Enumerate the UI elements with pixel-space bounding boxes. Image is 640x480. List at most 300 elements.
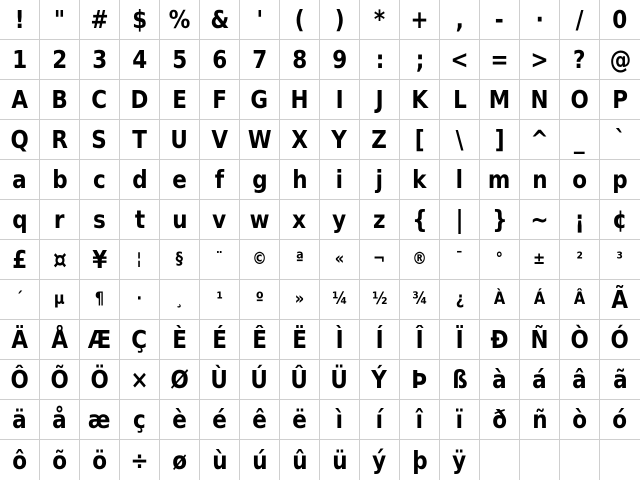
glyph-cell[interactable] <box>480 440 520 480</box>
glyph-cell[interactable] <box>0 360 40 400</box>
glyph-cell[interactable] <box>120 200 160 240</box>
glyph-cell[interactable] <box>120 160 160 200</box>
glyph-cell[interactable] <box>280 320 320 360</box>
glyph-cell[interactable] <box>120 440 160 480</box>
glyph-cell[interactable] <box>160 320 200 360</box>
glyph-cell[interactable] <box>560 0 600 40</box>
glyph-character: D <box>130 85 149 114</box>
glyph-character: C <box>91 85 108 114</box>
glyph-cell[interactable] <box>480 360 520 400</box>
glyph-cell[interactable] <box>400 80 440 120</box>
glyph-cell[interactable] <box>480 120 520 160</box>
glyph-character: Ð <box>490 325 509 354</box>
glyph-character: X <box>291 125 308 154</box>
glyph-cell[interactable] <box>0 120 40 160</box>
glyph-cell[interactable] <box>600 320 640 360</box>
glyph-character: É <box>212 325 227 354</box>
glyph-cell[interactable] <box>80 440 120 480</box>
glyph-cell[interactable] <box>400 240 440 280</box>
glyph-cell[interactable] <box>320 80 360 120</box>
glyph-cell[interactable] <box>0 240 40 280</box>
glyph-cell[interactable] <box>0 160 40 200</box>
glyph-cell[interactable] <box>240 160 280 200</box>
glyph-cell[interactable] <box>280 40 320 80</box>
glyph-character: g <box>251 165 268 194</box>
glyph-character: W <box>247 125 272 154</box>
glyph-cell[interactable] <box>0 0 40 40</box>
glyph-character: [ <box>414 125 425 154</box>
glyph-cell[interactable] <box>600 40 640 80</box>
glyph-cell[interactable] <box>40 320 80 360</box>
glyph-cell[interactable] <box>200 320 240 360</box>
glyph-character: ¢ <box>612 205 628 234</box>
glyph-cell[interactable] <box>160 40 200 80</box>
glyph-cell[interactable] <box>600 200 640 240</box>
glyph-cell[interactable] <box>400 120 440 160</box>
glyph-cell[interactable] <box>40 120 80 160</box>
glyph-character: ÿ <box>452 445 467 475</box>
glyph-cell[interactable] <box>560 120 600 160</box>
glyph-character: j <box>375 165 384 194</box>
glyph-character: ¾ <box>411 289 428 309</box>
glyph-cell[interactable] <box>240 200 280 240</box>
glyph-cell[interactable] <box>280 360 320 400</box>
glyph-cell[interactable] <box>160 120 200 160</box>
glyph-cell[interactable] <box>240 240 280 280</box>
glyph-cell[interactable] <box>360 360 400 400</box>
glyph-character: t <box>134 205 145 234</box>
glyph-cell[interactable] <box>280 0 320 40</box>
glyph-cell[interactable] <box>120 280 160 320</box>
glyph-cell[interactable] <box>520 40 560 80</box>
glyph-cell[interactable] <box>360 200 400 240</box>
glyph-character: 2 <box>52 45 67 74</box>
glyph-character: ï <box>455 405 464 434</box>
glyph-cell[interactable] <box>80 80 120 120</box>
glyph-cell[interactable] <box>520 120 560 160</box>
glyph-cell[interactable] <box>320 280 360 320</box>
glyph-cell[interactable] <box>600 120 640 160</box>
glyph-cell[interactable] <box>440 200 480 240</box>
glyph-character: é <box>212 405 227 434</box>
glyph-character: % <box>168 5 191 34</box>
glyph-cell[interactable] <box>120 320 160 360</box>
glyph-cell[interactable] <box>40 40 80 80</box>
glyph-cell[interactable] <box>400 360 440 400</box>
glyph-cell[interactable] <box>120 360 160 400</box>
glyph-cell[interactable] <box>0 400 40 440</box>
glyph-cell[interactable] <box>400 400 440 440</box>
glyph-character: Ã <box>611 285 629 314</box>
glyph-character: Î <box>415 325 424 354</box>
glyph-character: z <box>373 205 386 234</box>
glyph-cell[interactable] <box>40 160 80 200</box>
glyph-cell[interactable] <box>440 280 480 320</box>
glyph-cell[interactable] <box>360 280 400 320</box>
glyph-character: Ö <box>90 365 109 394</box>
glyph-character: ö <box>92 445 107 475</box>
glyph-cell[interactable] <box>120 80 160 120</box>
glyph-cell[interactable] <box>80 120 120 160</box>
glyph-cell[interactable] <box>400 40 440 80</box>
glyph-cell[interactable] <box>240 120 280 160</box>
glyph-cell[interactable] <box>480 400 520 440</box>
glyph-character: } <box>491 205 508 234</box>
glyph-character: E <box>172 85 187 114</box>
glyph-character: ß <box>451 365 468 394</box>
glyph-character: ³ <box>616 249 624 269</box>
glyph-cell[interactable] <box>320 400 360 440</box>
glyph-character: p <box>612 165 628 194</box>
glyph-cell[interactable] <box>320 160 360 200</box>
glyph-character: M <box>488 85 511 114</box>
glyph-cell[interactable] <box>360 440 400 480</box>
glyph-character: ì <box>335 405 344 434</box>
glyph-character: ô <box>12 445 27 475</box>
glyph-cell[interactable] <box>320 240 360 280</box>
glyph-cell[interactable] <box>560 440 600 480</box>
glyph-character: e <box>172 165 187 194</box>
glyph-cell[interactable] <box>160 200 200 240</box>
glyph-cell[interactable] <box>280 200 320 240</box>
glyph-cell[interactable] <box>120 400 160 440</box>
glyph-cell[interactable] <box>200 40 240 80</box>
glyph-character: n <box>531 165 548 194</box>
glyph-cell[interactable] <box>240 320 280 360</box>
glyph-character: v <box>212 205 227 234</box>
glyph-cell[interactable] <box>160 400 200 440</box>
glyph-cell[interactable] <box>80 0 120 40</box>
glyph-cell[interactable] <box>520 360 560 400</box>
glyph-character: 6 <box>212 45 227 74</box>
glyph-character: Ô <box>10 365 29 394</box>
glyph-cell[interactable] <box>520 200 560 240</box>
glyph-character: Ë <box>292 325 307 354</box>
glyph-cell[interactable] <box>480 320 520 360</box>
glyph-cell[interactable] <box>360 160 400 200</box>
glyph-cell[interactable] <box>520 240 560 280</box>
glyph-cell[interactable] <box>240 80 280 120</box>
glyph-character: U <box>170 125 189 154</box>
glyph-character: m <box>488 165 511 194</box>
glyph-cell[interactable] <box>600 400 640 440</box>
glyph-cell[interactable] <box>480 40 520 80</box>
glyph-character: 1 <box>12 45 27 74</box>
glyph-cell[interactable] <box>200 80 240 120</box>
glyph-character: Þ <box>411 365 428 394</box>
glyph-character: ! <box>14 5 25 34</box>
glyph-character: V <box>211 125 228 154</box>
glyph-cell[interactable] <box>360 40 400 80</box>
glyph-cell[interactable] <box>440 320 480 360</box>
glyph-character: ü <box>331 445 348 475</box>
glyph-cell[interactable] <box>40 240 80 280</box>
glyph-cell[interactable] <box>200 240 240 280</box>
glyph-cell[interactable] <box>600 280 640 320</box>
glyph-character: Á <box>533 289 546 309</box>
glyph-cell[interactable] <box>520 320 560 360</box>
glyph-character: ² <box>576 249 583 269</box>
glyph-character: Y <box>331 125 348 154</box>
glyph-cell[interactable] <box>520 80 560 120</box>
glyph-character: ¦ <box>136 249 143 269</box>
glyph-cell[interactable] <box>40 0 80 40</box>
glyph-cell[interactable] <box>160 0 200 40</box>
glyph-cell[interactable] <box>280 400 320 440</box>
glyph-cell[interactable] <box>0 320 40 360</box>
glyph-character: £ <box>12 245 27 274</box>
glyph-character: ¤ <box>52 245 67 274</box>
glyph-character: ë <box>292 405 307 434</box>
glyph-character: ¹ <box>216 289 223 309</box>
glyph-cell[interactable] <box>280 280 320 320</box>
glyph-cell[interactable] <box>480 280 520 320</box>
glyph-cell[interactable] <box>360 400 400 440</box>
glyph-cell[interactable] <box>440 360 480 400</box>
glyph-character: 7 <box>252 45 267 74</box>
glyph-cell[interactable] <box>520 0 560 40</box>
glyph-cell[interactable] <box>120 240 160 280</box>
glyph-cell[interactable] <box>480 0 520 40</box>
glyph-cell[interactable] <box>80 280 120 320</box>
glyph-cell[interactable] <box>400 200 440 240</box>
glyph-character: @ <box>609 45 631 74</box>
glyph-cell[interactable] <box>440 80 480 120</box>
glyph-cell[interactable] <box>240 0 280 40</box>
glyph-cell[interactable] <box>280 160 320 200</box>
glyph-character: f <box>214 165 225 194</box>
glyph-cell[interactable] <box>0 440 40 480</box>
glyph-cell[interactable] <box>240 440 280 480</box>
glyph-cell[interactable] <box>480 160 520 200</box>
glyph-character: 9 <box>332 45 347 74</box>
glyph-cell[interactable] <box>120 120 160 160</box>
glyph-cell[interactable] <box>240 280 280 320</box>
glyph-character: = <box>490 45 509 74</box>
glyph-character: ù <box>211 445 228 475</box>
glyph-cell[interactable] <box>200 200 240 240</box>
glyph-cell[interactable] <box>320 200 360 240</box>
glyph-character: á <box>532 365 547 394</box>
glyph-character: l <box>455 165 464 194</box>
glyph-cell[interactable] <box>560 80 600 120</box>
glyph-cell[interactable] <box>520 280 560 320</box>
glyph-character: ) <box>334 5 345 34</box>
glyph-cell[interactable] <box>400 280 440 320</box>
glyph-character: ý <box>372 445 387 475</box>
glyph-character: ò <box>572 405 587 434</box>
glyph-character: Ñ <box>530 325 549 354</box>
glyph-cell[interactable] <box>560 280 600 320</box>
glyph-cell[interactable] <box>560 360 600 400</box>
glyph-cell[interactable] <box>120 0 160 40</box>
glyph-cell[interactable] <box>600 0 640 40</box>
glyph-cell[interactable] <box>360 120 400 160</box>
glyph-character: § <box>175 249 184 269</box>
glyph-cell[interactable] <box>120 40 160 80</box>
glyph-character: Ç <box>131 325 148 354</box>
glyph-cell[interactable] <box>160 240 200 280</box>
glyph-character: » <box>294 289 305 309</box>
glyph-cell[interactable] <box>600 160 640 200</box>
glyph-cell[interactable] <box>160 440 200 480</box>
glyph-cell[interactable] <box>240 400 280 440</box>
glyph-cell[interactable] <box>320 0 360 40</box>
glyph-cell[interactable] <box>160 160 200 200</box>
glyph-character: ; <box>415 45 424 74</box>
glyph-cell[interactable] <box>80 400 120 440</box>
glyph-cell[interactable] <box>520 160 560 200</box>
glyph-cell[interactable] <box>320 40 360 80</box>
glyph-character: Ò <box>570 325 589 354</box>
glyph-cell[interactable] <box>40 80 80 120</box>
glyph-cell[interactable] <box>280 120 320 160</box>
glyph-character: ° <box>495 249 504 269</box>
glyph-cell[interactable] <box>600 80 640 120</box>
glyph-character: õ <box>52 445 67 475</box>
glyph-character: Ü <box>330 365 349 394</box>
glyph-character: / <box>575 5 584 34</box>
glyph-cell[interactable] <box>440 160 480 200</box>
glyph-cell[interactable] <box>560 400 600 440</box>
glyph-character: ¯ <box>455 249 464 269</box>
glyph-character: 8 <box>292 45 307 74</box>
glyph-character: 4 <box>132 45 147 74</box>
glyph-cell[interactable] <box>40 440 80 480</box>
glyph-cell[interactable] <box>440 400 480 440</box>
glyph-cell[interactable] <box>600 240 640 280</box>
glyph-cell[interactable] <box>560 320 600 360</box>
glyph-cell[interactable] <box>80 200 120 240</box>
glyph-cell[interactable] <box>160 280 200 320</box>
glyph-character: î <box>415 405 424 434</box>
glyph-cell[interactable] <box>400 440 440 480</box>
glyph-character: k <box>412 165 427 194</box>
glyph-cell[interactable] <box>160 360 200 400</box>
glyph-cell[interactable] <box>40 400 80 440</box>
glyph-character: ´ <box>15 289 24 309</box>
glyph-cell[interactable] <box>400 0 440 40</box>
glyph-cell[interactable] <box>320 320 360 360</box>
glyph-cell[interactable] <box>200 280 240 320</box>
glyph-character: ¬ <box>373 249 386 269</box>
glyph-cell[interactable] <box>360 320 400 360</box>
glyph-cell[interactable] <box>600 360 640 400</box>
glyph-character: R <box>51 125 68 154</box>
glyph-cell[interactable] <box>0 280 40 320</box>
glyph-character: Å <box>51 325 68 354</box>
glyph-cell[interactable] <box>440 120 480 160</box>
glyph-character: Z <box>371 125 388 154</box>
glyph-character: 5 <box>172 45 187 74</box>
glyph-cell[interactable] <box>0 40 40 80</box>
glyph-cell[interactable] <box>280 80 320 120</box>
glyph-character: ¨ <box>215 249 224 269</box>
glyph-cell[interactable] <box>480 80 520 120</box>
glyph-character: Â <box>573 289 586 309</box>
glyph-cell[interactable] <box>440 40 480 80</box>
glyph-character: ñ <box>531 405 548 434</box>
glyph-character: N <box>530 85 549 114</box>
glyph-cell[interactable] <box>200 400 240 440</box>
glyph-cell[interactable] <box>40 200 80 240</box>
glyph-character: À <box>493 289 506 309</box>
glyph-cell[interactable] <box>360 240 400 280</box>
glyph-cell[interactable] <box>520 400 560 440</box>
glyph-cell[interactable] <box>0 200 40 240</box>
glyph-cell[interactable] <box>200 160 240 200</box>
glyph-cell[interactable] <box>80 360 120 400</box>
glyph-character: ~ <box>530 205 549 234</box>
glyph-character: h <box>291 165 308 194</box>
glyph-cell[interactable] <box>40 360 80 400</box>
glyph-character: í <box>375 405 384 434</box>
glyph-cell[interactable] <box>320 360 360 400</box>
glyph-character: # <box>90 5 109 34</box>
glyph-character: Q <box>10 125 29 154</box>
glyph-character: T <box>132 125 147 154</box>
glyph-character: ½ <box>371 289 388 309</box>
glyph-cell[interactable] <box>40 280 80 320</box>
glyph-cell[interactable] <box>0 80 40 120</box>
glyph-cell[interactable] <box>80 160 120 200</box>
glyph-cell[interactable] <box>560 160 600 200</box>
glyph-cell[interactable] <box>400 320 440 360</box>
glyph-cell[interactable] <box>200 120 240 160</box>
glyph-character: · <box>136 289 143 309</box>
glyph-cell[interactable] <box>560 40 600 80</box>
glyph-character: G <box>250 85 269 114</box>
glyph-cell[interactable] <box>560 240 600 280</box>
glyph-cell[interactable] <box>360 0 400 40</box>
glyph-cell[interactable] <box>480 240 520 280</box>
glyph-cell[interactable] <box>360 80 400 120</box>
glyph-cell[interactable] <box>520 440 560 480</box>
glyph-character: ¥ <box>92 245 107 274</box>
glyph-cell[interactable] <box>600 440 640 480</box>
glyph-cell[interactable] <box>80 40 120 80</box>
glyph-character: ^ <box>530 125 549 154</box>
glyph-character: à <box>492 365 507 394</box>
glyph-character: ê <box>252 405 267 434</box>
glyph-character: è <box>172 405 187 434</box>
glyph-cell[interactable] <box>200 440 240 480</box>
glyph-cell[interactable] <box>280 240 320 280</box>
glyph-cell[interactable] <box>200 360 240 400</box>
glyph-cell[interactable] <box>280 440 320 480</box>
glyph-cell[interactable] <box>440 440 480 480</box>
glyph-cell[interactable] <box>400 160 440 200</box>
glyph-cell[interactable] <box>240 40 280 80</box>
glyph-cell[interactable] <box>200 0 240 40</box>
glyph-cell[interactable] <box>440 240 480 280</box>
glyph-cell[interactable] <box>80 320 120 360</box>
glyph-character: ( <box>294 5 305 34</box>
glyph-character: O <box>570 85 589 114</box>
glyph-cell[interactable] <box>320 440 360 480</box>
glyph-cell[interactable] <box>320 120 360 160</box>
glyph-character: Í <box>375 325 384 354</box>
glyph-cell[interactable] <box>160 80 200 120</box>
glyph-cell[interactable] <box>440 0 480 40</box>
glyph-cell[interactable] <box>480 200 520 240</box>
glyph-cell[interactable] <box>560 200 600 240</box>
glyph-character: º <box>255 289 264 309</box>
glyph-character: ã <box>612 365 628 394</box>
glyph-cell[interactable] <box>240 360 280 400</box>
glyph-character: Ú <box>250 365 269 394</box>
glyph-cell[interactable] <box>80 240 120 280</box>
